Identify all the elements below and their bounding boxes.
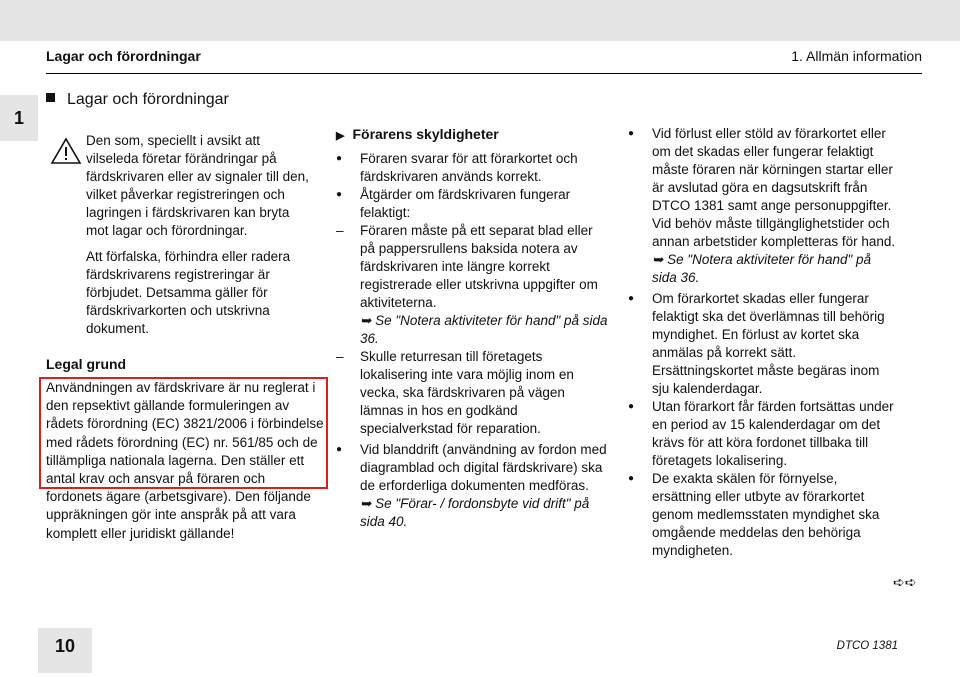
section-title-text: Lagar och förordningar (67, 91, 229, 108)
legal-text: Användningen av färdskrivare är nu reglerat i den repsektivt gällande formuleringen av rådets förordning (EC) 3821/2006 i förbindelse med rådets förordning (EC) nr. 561/85 och de tillämpliga nationala lagerna. Den ställer ett antal krav och ansvar på föraren och fordonets ägare (arbetsgivare). Den följande uppräkningen gör inte anspråk på att vara komplett eller juridiskt gällande! (46, 380, 324, 541)
cross-reference: ➥ Se "Notera aktiviteter för hand" på sida 36. (652, 252, 872, 285)
cross-reference: ➥ Se "Notera aktiviteter för hand" på sida 36. (360, 313, 608, 346)
dash-marker: – (336, 223, 344, 238)
warning-paragraph: Den som, speciellt i avsikt att vilseleda företar förändringar på färdskrivaren eller av signaler till den, vilket påverkar registreringen och lagringen i färdskrivaren kan bryta mot lagar och förordningar. (86, 133, 309, 238)
list-item: ● Åtgärder om färdskrivaren fungerar felaktigt: (336, 186, 608, 222)
list-item: – Föraren måste på ett separat blad eller på pappersrullens baksida notera av färdskrivaren inte längre korrekt registrerade eller utskrivna uppgifter om aktiviteterna. ➥ Se "Notera aktiviteter för hand" på sida 36. (336, 223, 608, 346)
warning-text (86, 132, 314, 346)
list-item: – Skulle returresan till företagets lokalisering inte vara möjlig inom en vecka, ska färdskrivaren på vägen lämnas in hos en godkänd specialverkstad för reparation. (336, 349, 574, 436)
section-title (46, 91, 229, 109)
highlight-box (39, 377, 328, 489)
page-number: 10 (38, 628, 92, 673)
triangle-bullet-icon: ▶ (336, 130, 345, 142)
list-item: ● Utan förarkort får färden fortsättas under en period av 15 kalenderdagar om det krävs för att köra fordonet tillbaka till företagets lokalisering. (628, 398, 896, 470)
list-item: ● De exakta skälen för förnyelse, ersättning eller utbyte av förarkortet genom medlemsstaten myndighet ska omgående meddelas den behöriga myndigheten. (628, 470, 896, 560)
square-bullet-icon (46, 93, 55, 102)
top-bar (0, 0, 960, 41)
chapter-tab: 1 (0, 95, 38, 141)
middle-column (336, 125, 608, 534)
continue-arrow-icon: ➪➪ (893, 574, 917, 590)
right-column (628, 125, 896, 560)
dash-marker: – (336, 349, 344, 364)
product-name: DTCO 1381 (836, 640, 898, 652)
legal-heading: Legal grund (46, 356, 127, 372)
header-rule (46, 73, 922, 74)
running-header-title: Lagar och förordningar (46, 48, 201, 64)
warning-paragraph: Att förfalska, förhindra eller radera färdskrivarens registreringar är förbjudet. Detsamma gäller för färdskrivarkorten och utskrivna dokument. (86, 249, 291, 336)
list-item: ● Vid blanddrift (användning av fordon med diagramblad och digital färdskrivare) ska de erforderliga dokumenten medföras. ➥ Se "Förar- / fordonsbyte vid drift" på sida 40. (336, 441, 608, 531)
warning-triangle-icon (50, 137, 82, 165)
list-item: ● Om förarkortet skadas eller fungerar felaktigt ska det överlämnas till behörig myndighet. En förlust av kortet ska anmälas på korrekt sätt. Ersättningskortet måste begäras inom sju kalenderdagar. (628, 290, 896, 398)
cross-reference: ➥ Se "Förar- / fordonsbyte vid drift" på sida 40. (360, 496, 590, 529)
running-header-chapter: 1. Allmän information (791, 48, 922, 64)
list-item: ● Föraren svarar för att förarkortet och färdskrivaren används korrekt. (336, 150, 608, 186)
duties-heading: ▶ Förarens skyldigheter (336, 126, 499, 142)
list-item: ● Vid förlust eller stöld av förarkortet eller om det skadas eller fungerar felaktigt måste föraren när körningen startar eller är avslutad göra en dagsutskrift från DTCO 1381 samt ange personuppgifter. Vid behöv måste tillgänglighetstider och annan arbetstider kompletteras för hand. ➥ Se "Notera aktiviteter för hand" på sida 36. (628, 125, 896, 287)
